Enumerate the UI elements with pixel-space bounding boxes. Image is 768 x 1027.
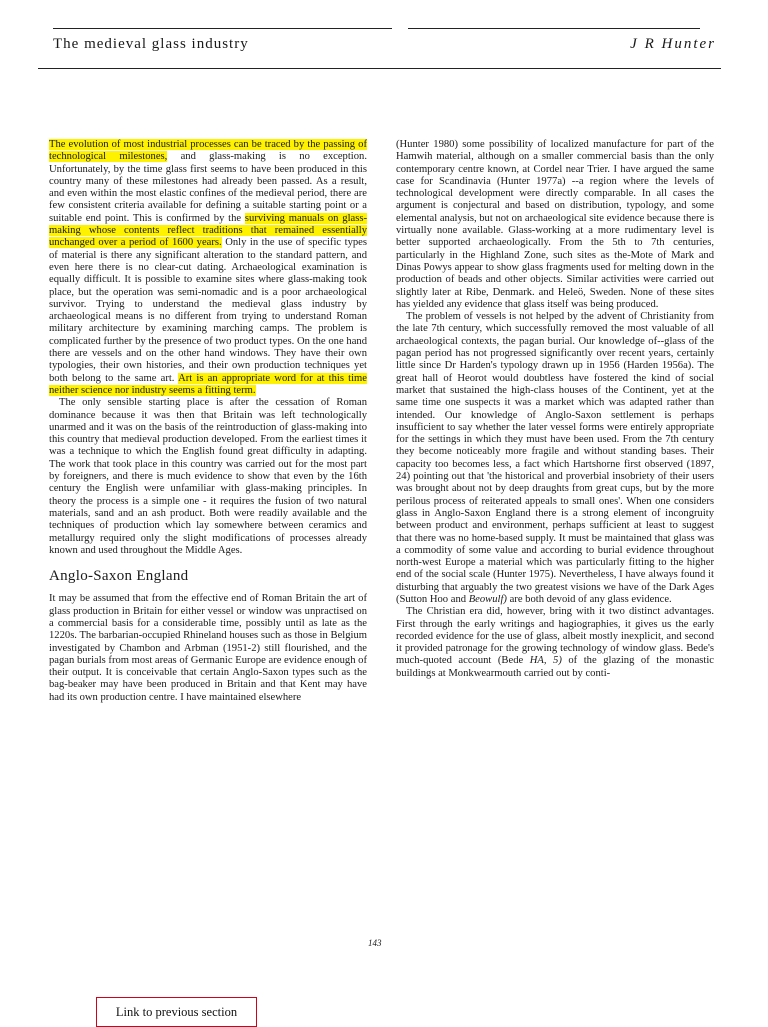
body-text: The problem of vessels is not helped by the advent of Christianity from the late 7th century, which successfully removed the most valuable of all archaeological contexts, the pagan burial. Our knowledge of--glass of the pagan period has not progressed significantly over recent years, certainly little since Dr Harden's typology drawn up in 1956 (Harden 1956a). The great hall of Heorot would doubtless have fostered the kind of social market that sustained the high-class houses of the Continent, yet at the same time one suspects it was a market which was adapted rather than intended. Our knowledge of Anglo-Saxon settlement is perhaps insufficient to say whether the later vessel forms were entirely appropriate for the settings in which they must have been used. From the 7th century they become noticeably more fragile and without standing bases. Their capacity too becomes less, a fact which Hartshorne first observed (1897, 24) pointing out that 'the historical and proverbial insobriety of their users was brought about not by deep draughts from great cups, but by the more perilous process of reiterated appeals to small ones'. When one considers glass in Anglo-Saxon England there is a strong element of incongruity between product and environment, perhaps sufficient at least to suggest that there was no home-based supply. It must be maintained that glass was a commodity of some value and according to burial evidence throughout north-west Europe a material which was particularly fitting to the higher end of the social scale (Hunter 1975). Nevertheless, I have always found it disturbing that arguably the two greatest visions we have of the Dark Ages (Sutton Hoo and <box>396 311 714 605</box>
body-text: are both devoid of any glass evidence. <box>506 593 672 605</box>
running-author: J R Hunter <box>630 36 716 52</box>
paragraph: (Hunter 1980) some possibility of localized manufacture for part of the Hamwih material, although on a smaller commercial basis than the only contemporary centre known, at Cordel near Trier. I have argued the same case for Scandinavia (Hunter 1977a) --a region where the levels of technological development were directly comparable. In all cases the argument is conjectural and based on distribution, typology, and some elemental analysis, but not on archaeological site evidence because there is virtually none available. Glass-working at a more rudimentary level is better supported archaeologically. From the 5th to 7th centuries, particularly in the Highland Zone, such sites as the-Mote of Mark and Dinas Powys appear to show glass fragments used for melting down in the production of beads and other objects. Similar activities were carried out slightly later at Ribe, Denmark. and Heleö, Sweden. None of these sites has yielded any evidence that glass itself was being produced. <box>396 139 714 310</box>
paragraph: It may be assumed that from the effective end of Roman Britain the art of glass production in Britain for either vessel or window was unpractised on a commercial basis for a considerable time, possibly until as late as the 1220s. The barbarian-occupied Rhineland houses such as those in Belgium investigated by Chambon and Arbman (1951-2) still flourished, and the pagan burials from most areas of Germanic Europe are evidence enough of their output. It is conceivable that certain Anglo-Saxon types such as the bag-beaker may have been produced in Britain and that Kent may have had its own production centre. I have maintained elsewhere <box>49 593 367 703</box>
right-column <box>396 139 714 680</box>
page-number: 143 <box>368 938 382 948</box>
left-column <box>49 139 367 704</box>
body-text: of the glazing of the monastic buildings at Monkwearmouth carried out by conti- <box>396 655 714 679</box>
paragraph: The only sensible starting place is after the cessation of Roman dominance because it was then that Britain was left technologically unarmed and it was on the basis of the reintroduction of glass-making into this country that medieval production developed. From the earliest times it was a technique to which the English found great difficulty in adapting. The work that took place in this country was carried out for the most part by foreigners, and there is much evidence to show that even by the 16th century the English were unfamiliar with glass-making principles. In theory the process is a simple one - it requires the fusion of two natural materials, sand and an ash product. Both were readily available and the techniques of production which lay somewhere between ceramics and metallurgy required only the slight modifications of processes already known and used throughout the Middle Ages. <box>49 397 367 556</box>
paragraph <box>396 311 714 606</box>
running-title: The medieval glass industry <box>53 36 249 52</box>
italic-text: HA, 5) <box>529 655 562 667</box>
body-text: and glass-making is no exception. Unfortunately, by the time glass first seems to have been produced in this country many of these milestones had already been passed. As a result, and even within the most elastic confines of the medieval period, there are few consistent criteria available for defining a suitable starting point or a suitable end point. This is confirmed by the <box>49 151 367 224</box>
paragraph <box>49 139 367 397</box>
paragraph <box>396 606 714 680</box>
italic-text: Beowulf) <box>468 593 507 605</box>
body-text: Only in the use of specific types of material is there any significant alteration to the standard pattern, and even here there is no clear-cut dating. Archaeological examination is equally difficult. It is possible to examine sites where glass-making took place, but the operation was semi-nomadic and is a poor archaeological survivor. Trying to understand the medieval glass industry by archaeological means is no different from trying to understand Roman military architecture by examining marching camps. The problem is complicated further by the presence of two product types. On the one hand there are vessels and on the other hand windows. They have their own typologies, their own histories, and their own production techniques yet both belong to the same art. <box>49 237 367 384</box>
previous-section-link[interactable]: Link to previous section <box>96 997 257 1027</box>
body-text: The Christian era did, however, bring with it two distinct advantages. First through the early writings and hagiographies, it gives us the early recorded evidence for the use of glass, albeit mostly inexplicit, and second it provided patronage for the growing technology of window glass. Bede's much-quoted account (Bede <box>396 606 714 667</box>
header-rule-bottom <box>38 68 721 69</box>
highlighted-text: Art is an appropriate word for at this time neither science nor industry seems a fitting term. <box>49 372 367 396</box>
highlighted-text: The evolution of most industrial processes can be traced by the passing of technological milestones, <box>49 139 367 163</box>
section-heading: Anglo-Saxon England <box>49 568 189 585</box>
highlighted-text: surviving manuals on glass-making whose contents reflect traditions that remained essentially unchanged over a period of 1600 years. <box>49 212 367 249</box>
header-rule-top-right <box>408 28 700 29</box>
header-rule-top-left <box>53 28 392 29</box>
